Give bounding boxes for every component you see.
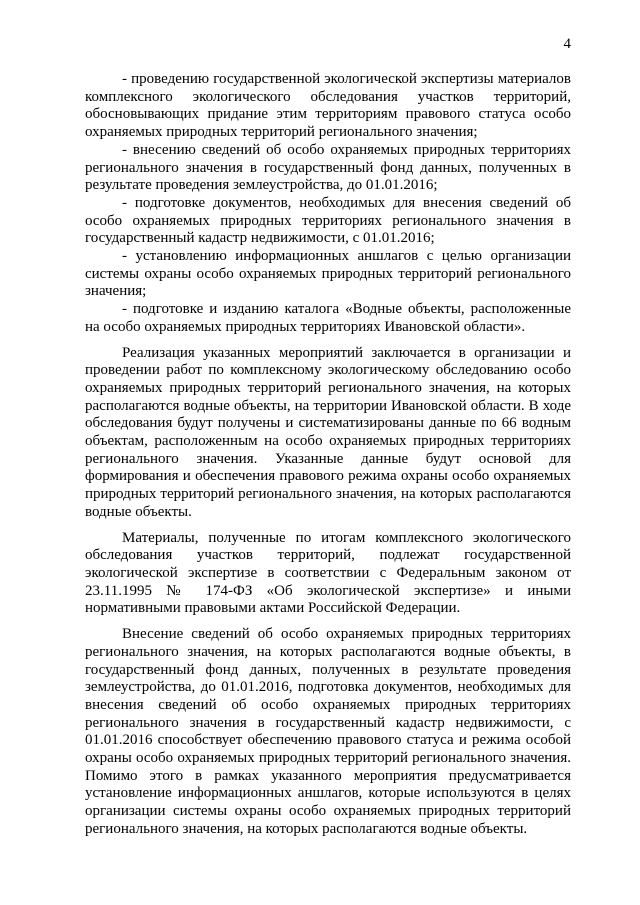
paragraph-entry: Внесение сведений об особо охраняемых природных территориях регионального значения, на которых располагаются водные объекты, в государственный фонд данных, полученных в результате проведения землеустройства, до 01.01.2016, подготовка документов, необходимых для внесения сведений об особо охраняемых природных территориях регионального значения в государственный кадастр недвижимости, с 01.01.2016 способствует обеспечению правового статуса и режима особой охраны особо охраняемых природных территорий регионального значения. Помимо этого в рамках указанного мероприятия предусматривается установление информационных аншлагов, которые используются в целях организации системы охраны особо охраняемых природных территорий регионального значения, на которых располагаются водные объекты. <box>85 626 571 837</box>
paragraph-materials: Материалы, полученные по итогам комплексного экологического обследования участков территорий, подлежат государственной экологической экспертизе в соответствии с Федеральным законом от 23.11.1995 № 174-ФЗ «Об экологической экспертизе» и иными нормативными правовыми актами Российской Федерации. <box>85 529 571 617</box>
paragraph-implementation: Реализация указанных мероприятий заключается в организации и проведении работ по комплексному экологическому обследованию особо охраняемых природных территорий регионального значения, на которых располагаются водные объекты, на территории Ивановской области. В ходе обследования будут получены и систематизированы данные по 66 водным объектам, расположенным на особо охраняемых природных территориях регионального значения. Указанные данные будут основой для формирования и обеспечения правового режима охраны особо охраняемых природных территорий регионального значения, на которых располагаются водные объекты. <box>85 344 571 520</box>
list-item-signs: - установлению информационных аншлагов с целью организации системы охраны особо охраняемых природных территорий регионального значения; <box>85 248 571 300</box>
list-item-catalog: - подготовке и изданию каталога «Водные объекты, расположенные на особо охраняемых природных территориях Ивановской области». <box>85 301 571 335</box>
document-body <box>85 71 571 839</box>
list-item-data-fund: - внесению сведений об особо охраняемых природных территориях регионального значения в государственный фонд данных, полученных в результате проведения землеустройства, до 01.01.2016; <box>85 141 571 194</box>
list-item-expertise: - проведению государственной экологической экспертизы материалов комплексного экологического обследования участков территорий, обосновывающих придание этим территориям правового статуса особо охраняемых природных территорий регионального значения; <box>85 71 571 141</box>
page-number: 4 <box>563 36 571 52</box>
list-item-cadastre: - подготовке документов, необходимых для внесения сведений об особо охраняемых природных территориях регионального значения в государственный кадастр недвижимости, с 01.01.2016; <box>85 194 571 247</box>
